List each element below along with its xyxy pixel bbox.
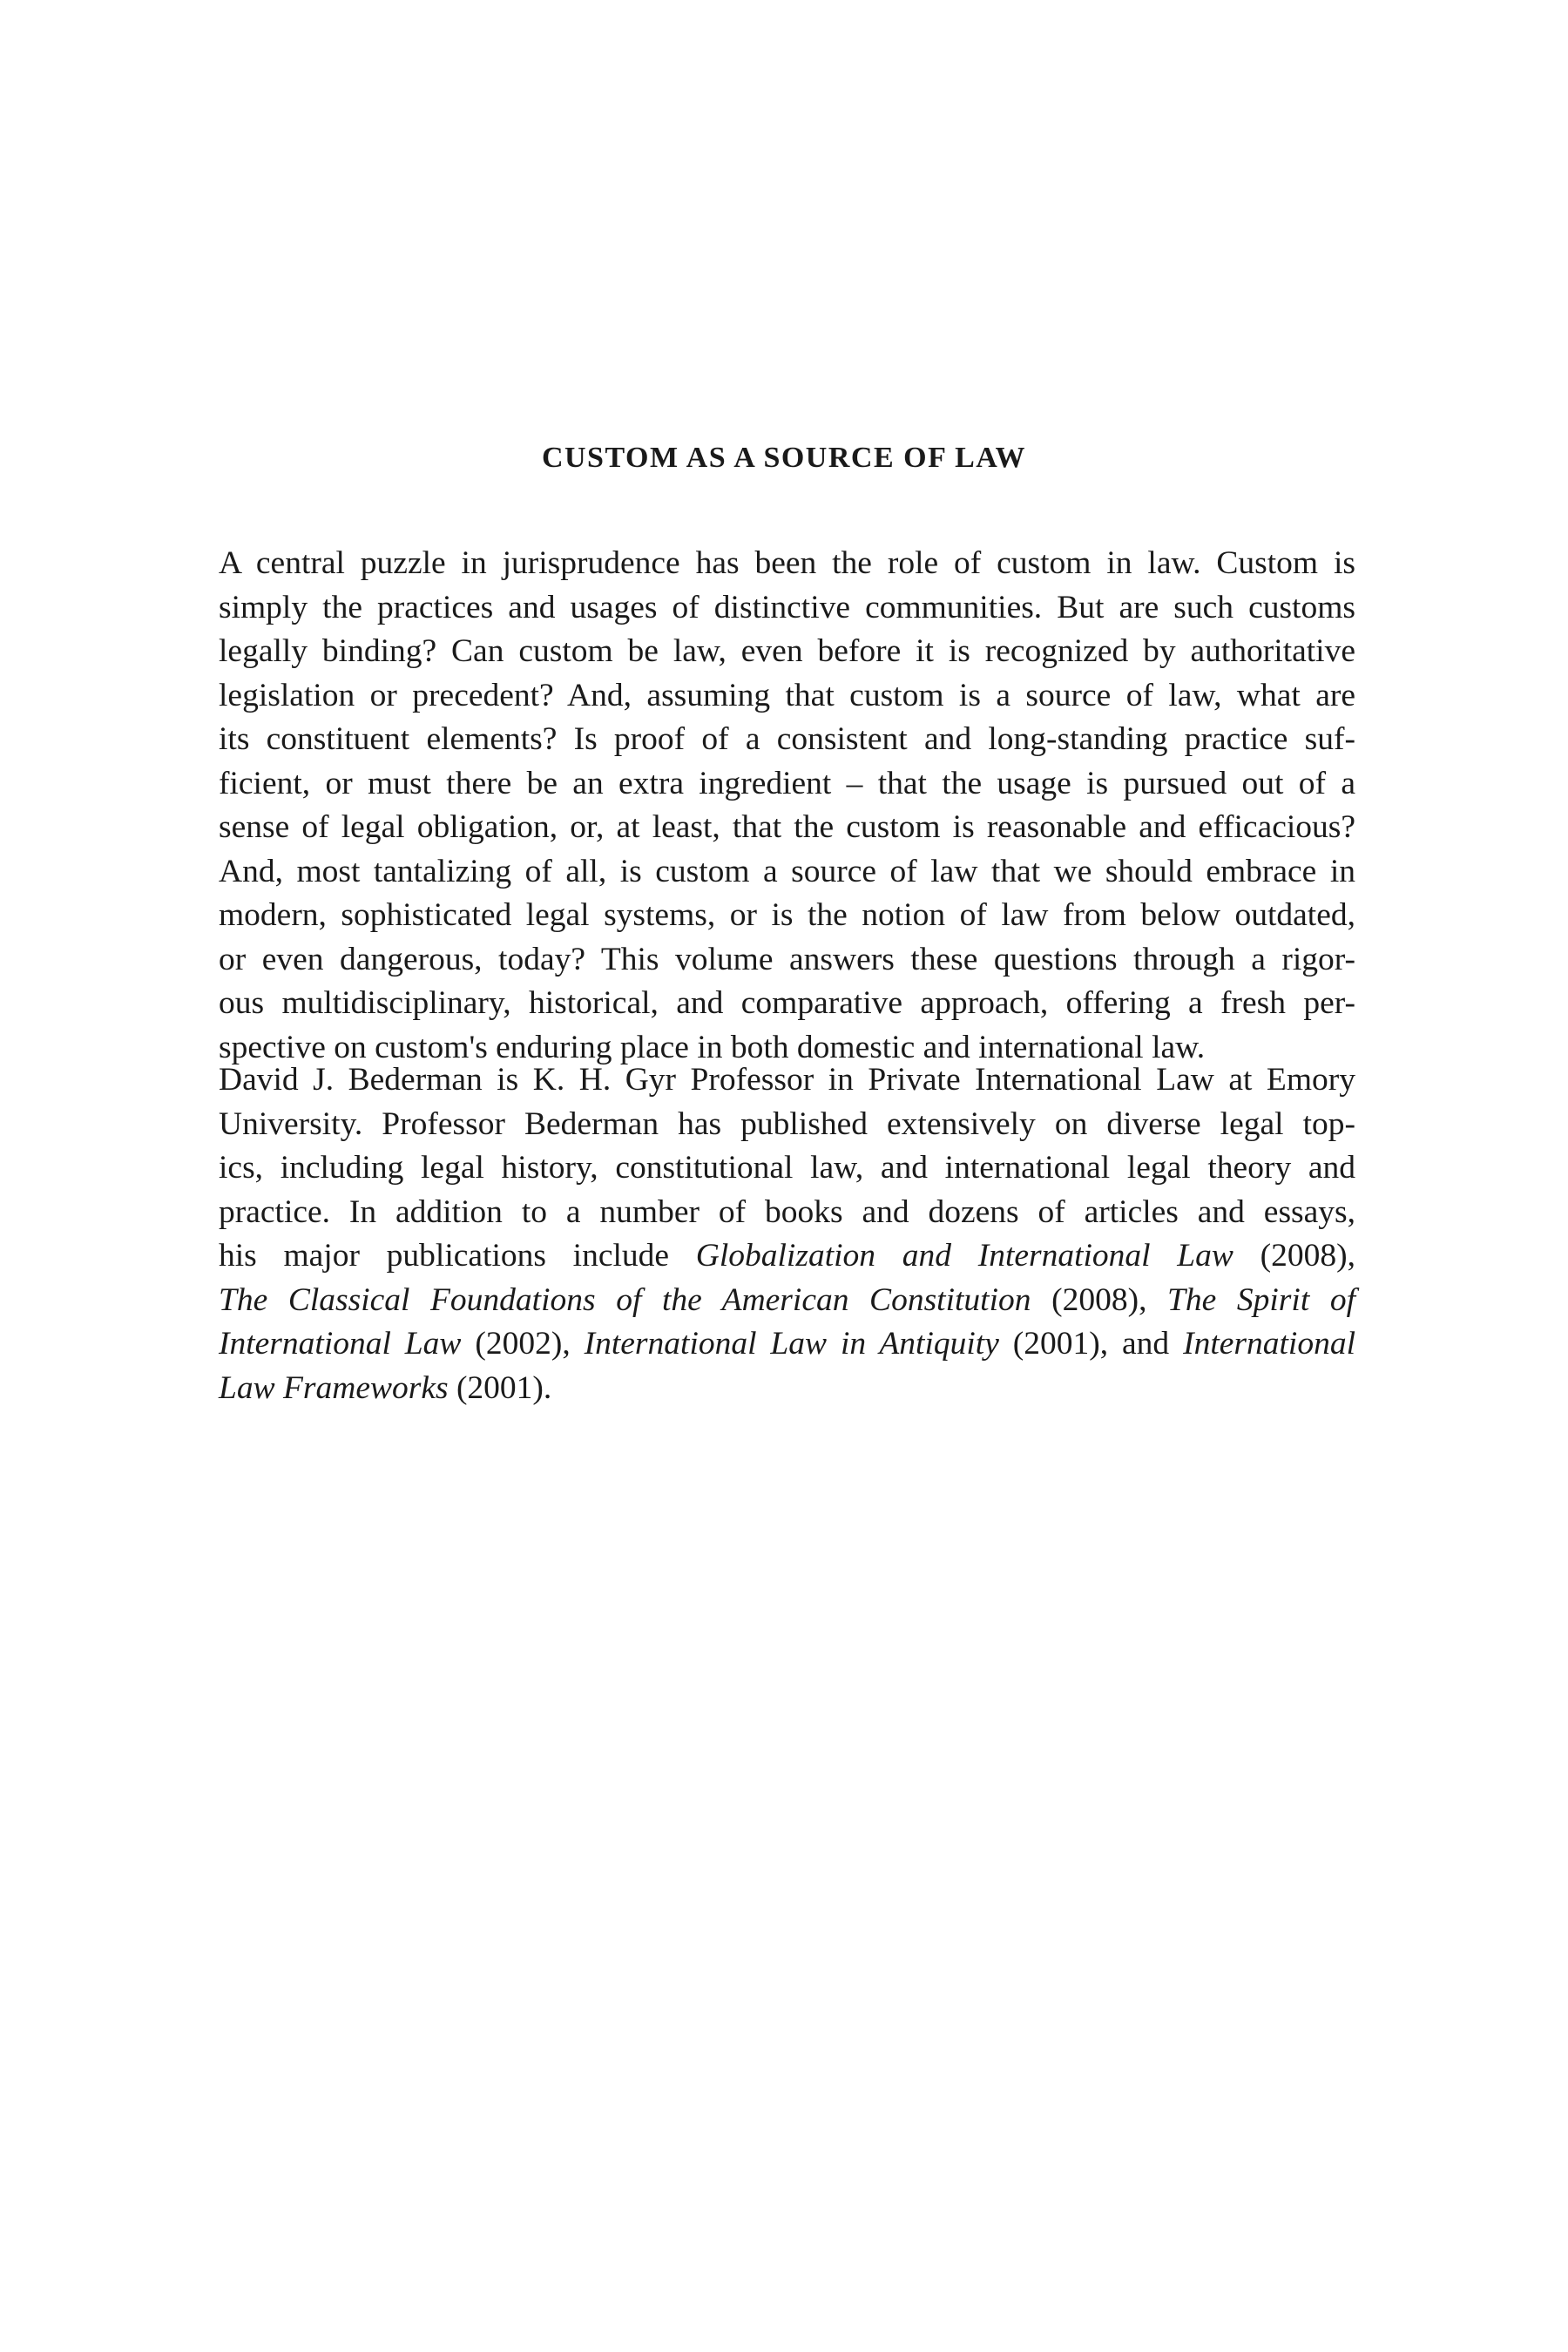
bio-line	[219, 1367, 1355, 1411]
description-line: simply the practices and usages of distinctive communities. But are such customs	[219, 589, 1355, 625]
book-title-frameworks-part1: International	[1183, 1326, 1355, 1362]
bio-line	[219, 1234, 1355, 1279]
book-title-globalization: Globalization and International Law	[695, 1238, 1233, 1274]
bio-line: ics, including legal history, constitutional law, and international legal theory and	[219, 1150, 1355, 1186]
book-year: (2002),	[461, 1326, 585, 1362]
description-line: legally binding? Can custom be law, even before it is recognized by authoritative	[219, 633, 1355, 669]
book-title-classical-foundations: The Classical Foundations of the American Constitution	[219, 1281, 1031, 1318]
bio-text: his major publications include	[219, 1238, 696, 1274]
book-year: (2001), and	[998, 1326, 1184, 1362]
description-line: sense of legal obligation, or, at least, that the custom is reasonable and efficacious?	[219, 809, 1355, 845]
bio-line	[219, 1322, 1355, 1367]
book-title: CUSTOM AS A SOURCE OF LAW	[541, 442, 1027, 474]
description-line: modern, sophisticated legal systems, or is the notion of law from below outdated,	[219, 897, 1355, 933]
description-line: or even dangerous, today? This volume answers these questions through a rigor-	[219, 941, 1355, 977]
book-year: (2008),	[1233, 1238, 1355, 1274]
description-line: ficient, or must there be an extra ingredient – that the usage is pursued out of a	[219, 765, 1355, 801]
description-line: And, most tantalizing of all, is custom a source of law that we should embrace in	[219, 853, 1355, 889]
description-line: its constituent elements? Is proof of a consistent and long-standing practice suf-	[219, 721, 1355, 757]
book-description	[219, 542, 1355, 1070]
author-bio	[219, 1058, 1355, 1410]
bio-line: David J. Bederman is K. H. Gyr Professor in Private International Law at Emory	[219, 1062, 1355, 1098]
bio-line	[219, 1279, 1355, 1323]
book-title-spirit-part2: International Law	[219, 1326, 462, 1362]
bio-line: University. Professor Bederman has published extensively on diverse legal top-	[219, 1105, 1355, 1142]
description-line: spective on custom's enduring place in both domestic and international law.	[219, 1029, 1206, 1065]
book-year: (2008),	[1031, 1281, 1168, 1318]
description-line: ous multidisciplinary, historical, and comparative approach, offering a fresh per-	[219, 985, 1355, 1021]
description-line: legislation or precedent? And, assuming that custom is a source of law, what are	[219, 677, 1355, 713]
book-title-frameworks-part2: Law Frameworks	[219, 1369, 449, 1406]
book-title-spirit-part1: The Spirit of	[1167, 1281, 1355, 1318]
book-title-antiquity: International Law in Antiquity	[584, 1326, 999, 1362]
description-line: A central puzzle in jurisprudence has been the role of custom in law. Custom is	[219, 545, 1355, 581]
book-year: (2001).	[448, 1369, 552, 1406]
bio-line: practice. In addition to a number of books and dozens of articles and essays,	[219, 1193, 1355, 1230]
